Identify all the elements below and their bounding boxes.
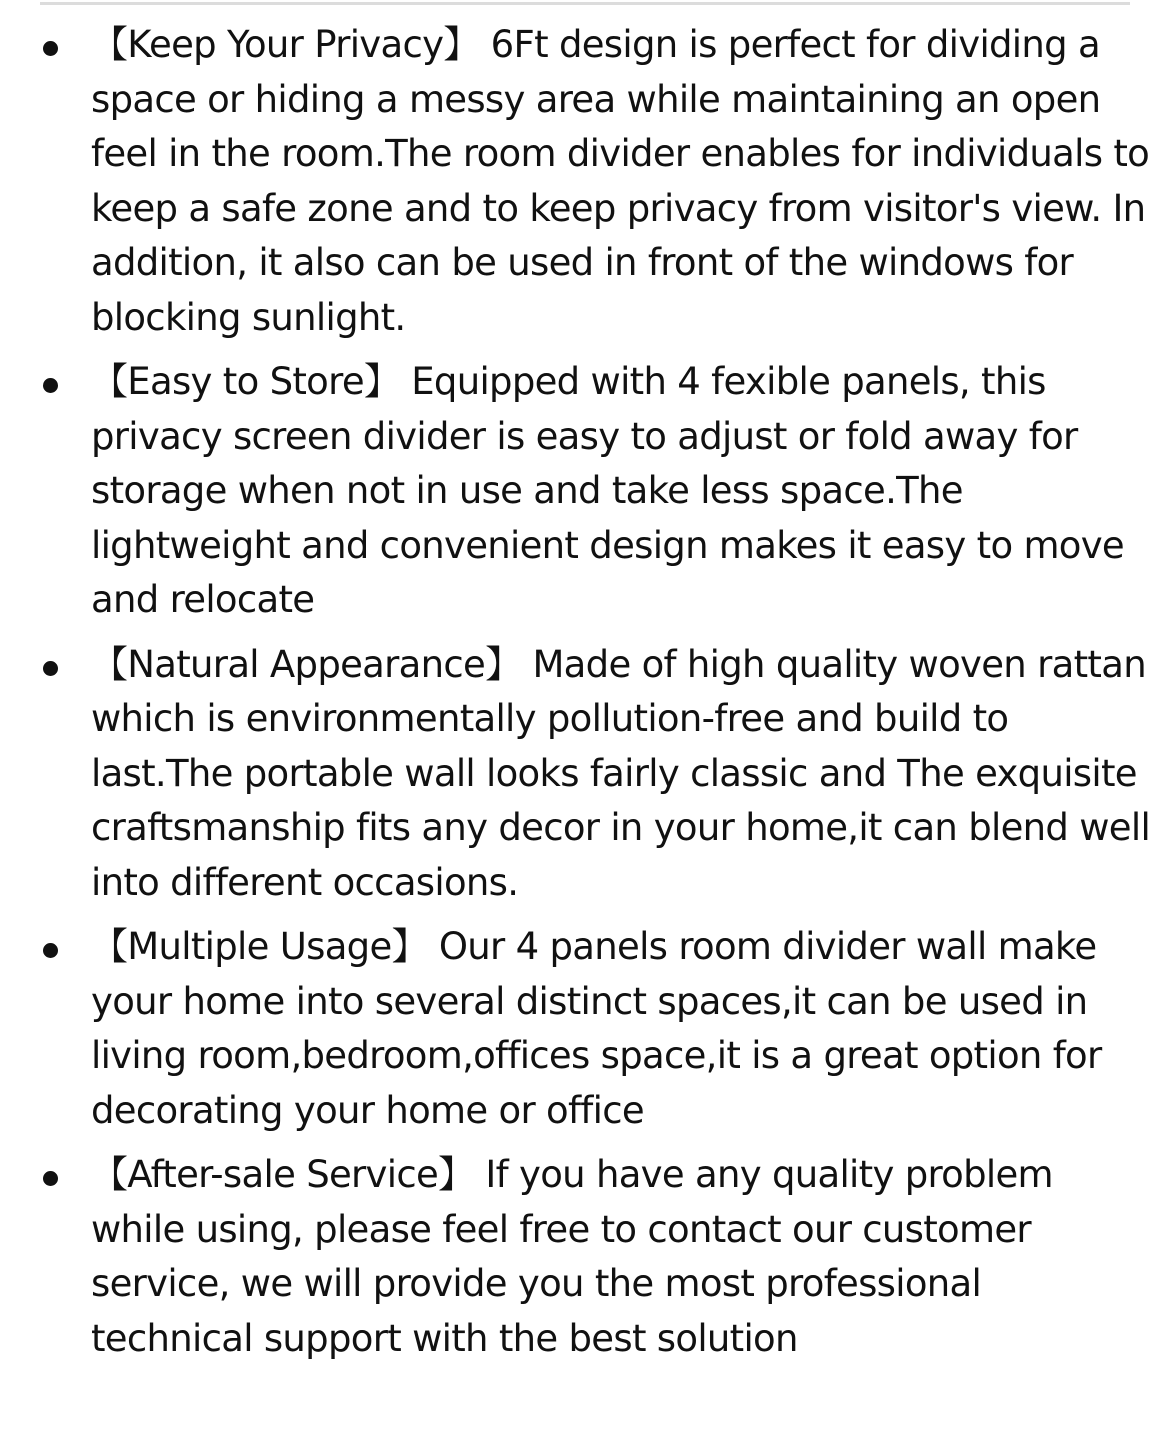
- feature-text: 【Natural Appearance】 Made of high quality woven rattan which is environmentally pollution-free and build to last.The portable wall looks fairly classic and The exquisite craftsmanship fits any decor in your home,it can blend well into different occasions.: [91, 642, 1151, 904]
- feature-item-appearance: [0, 638, 1171, 911]
- feature-item-storage: [0, 355, 1171, 628]
- bullet-dot-icon: [43, 41, 58, 56]
- feature-item-privacy: [0, 18, 1171, 345]
- feature-text: 【Keep Your Privacy】 6Ft design is perfect for dividing a space or hiding a messy area while maintaining an open feel in the room.The room divider enables for individuals to keep a safe zone and to keep privacy from visitor's view. In addition, it also can be used in front of the windows for blocking sunlight.: [91, 23, 1150, 339]
- feature-text: 【After-sale Service】 If you have any quality problem while using, please feel free to contact our customer service, we will provide you the most professional technical support with the best solution: [91, 1153, 1053, 1360]
- feature-text: 【Easy to Store】 Equipped with 4 fexible panels, this privacy screen divider is easy to adjust or fold away for storage when not in use and take less space.The lightweight and convenient design makes it easy to move and relocate: [91, 360, 1124, 621]
- feature-item-usage: [0, 920, 1171, 1138]
- bullet-dot-icon: [43, 378, 58, 393]
- feature-text: 【Multiple Usage】 Our 4 panels room divider wall make your home into several distinct spaces,it can be used in living room,bedroom,offices space,it is a great option for decorating your home or office: [91, 925, 1102, 1132]
- feature-bullet-list: [0, 18, 1171, 1376]
- bullet-dot-icon: [43, 1171, 58, 1186]
- bullet-dot-icon: [43, 943, 58, 958]
- feature-item-service: [0, 1148, 1171, 1366]
- top-divider: [40, 2, 1130, 5]
- bullet-dot-icon: [43, 661, 58, 676]
